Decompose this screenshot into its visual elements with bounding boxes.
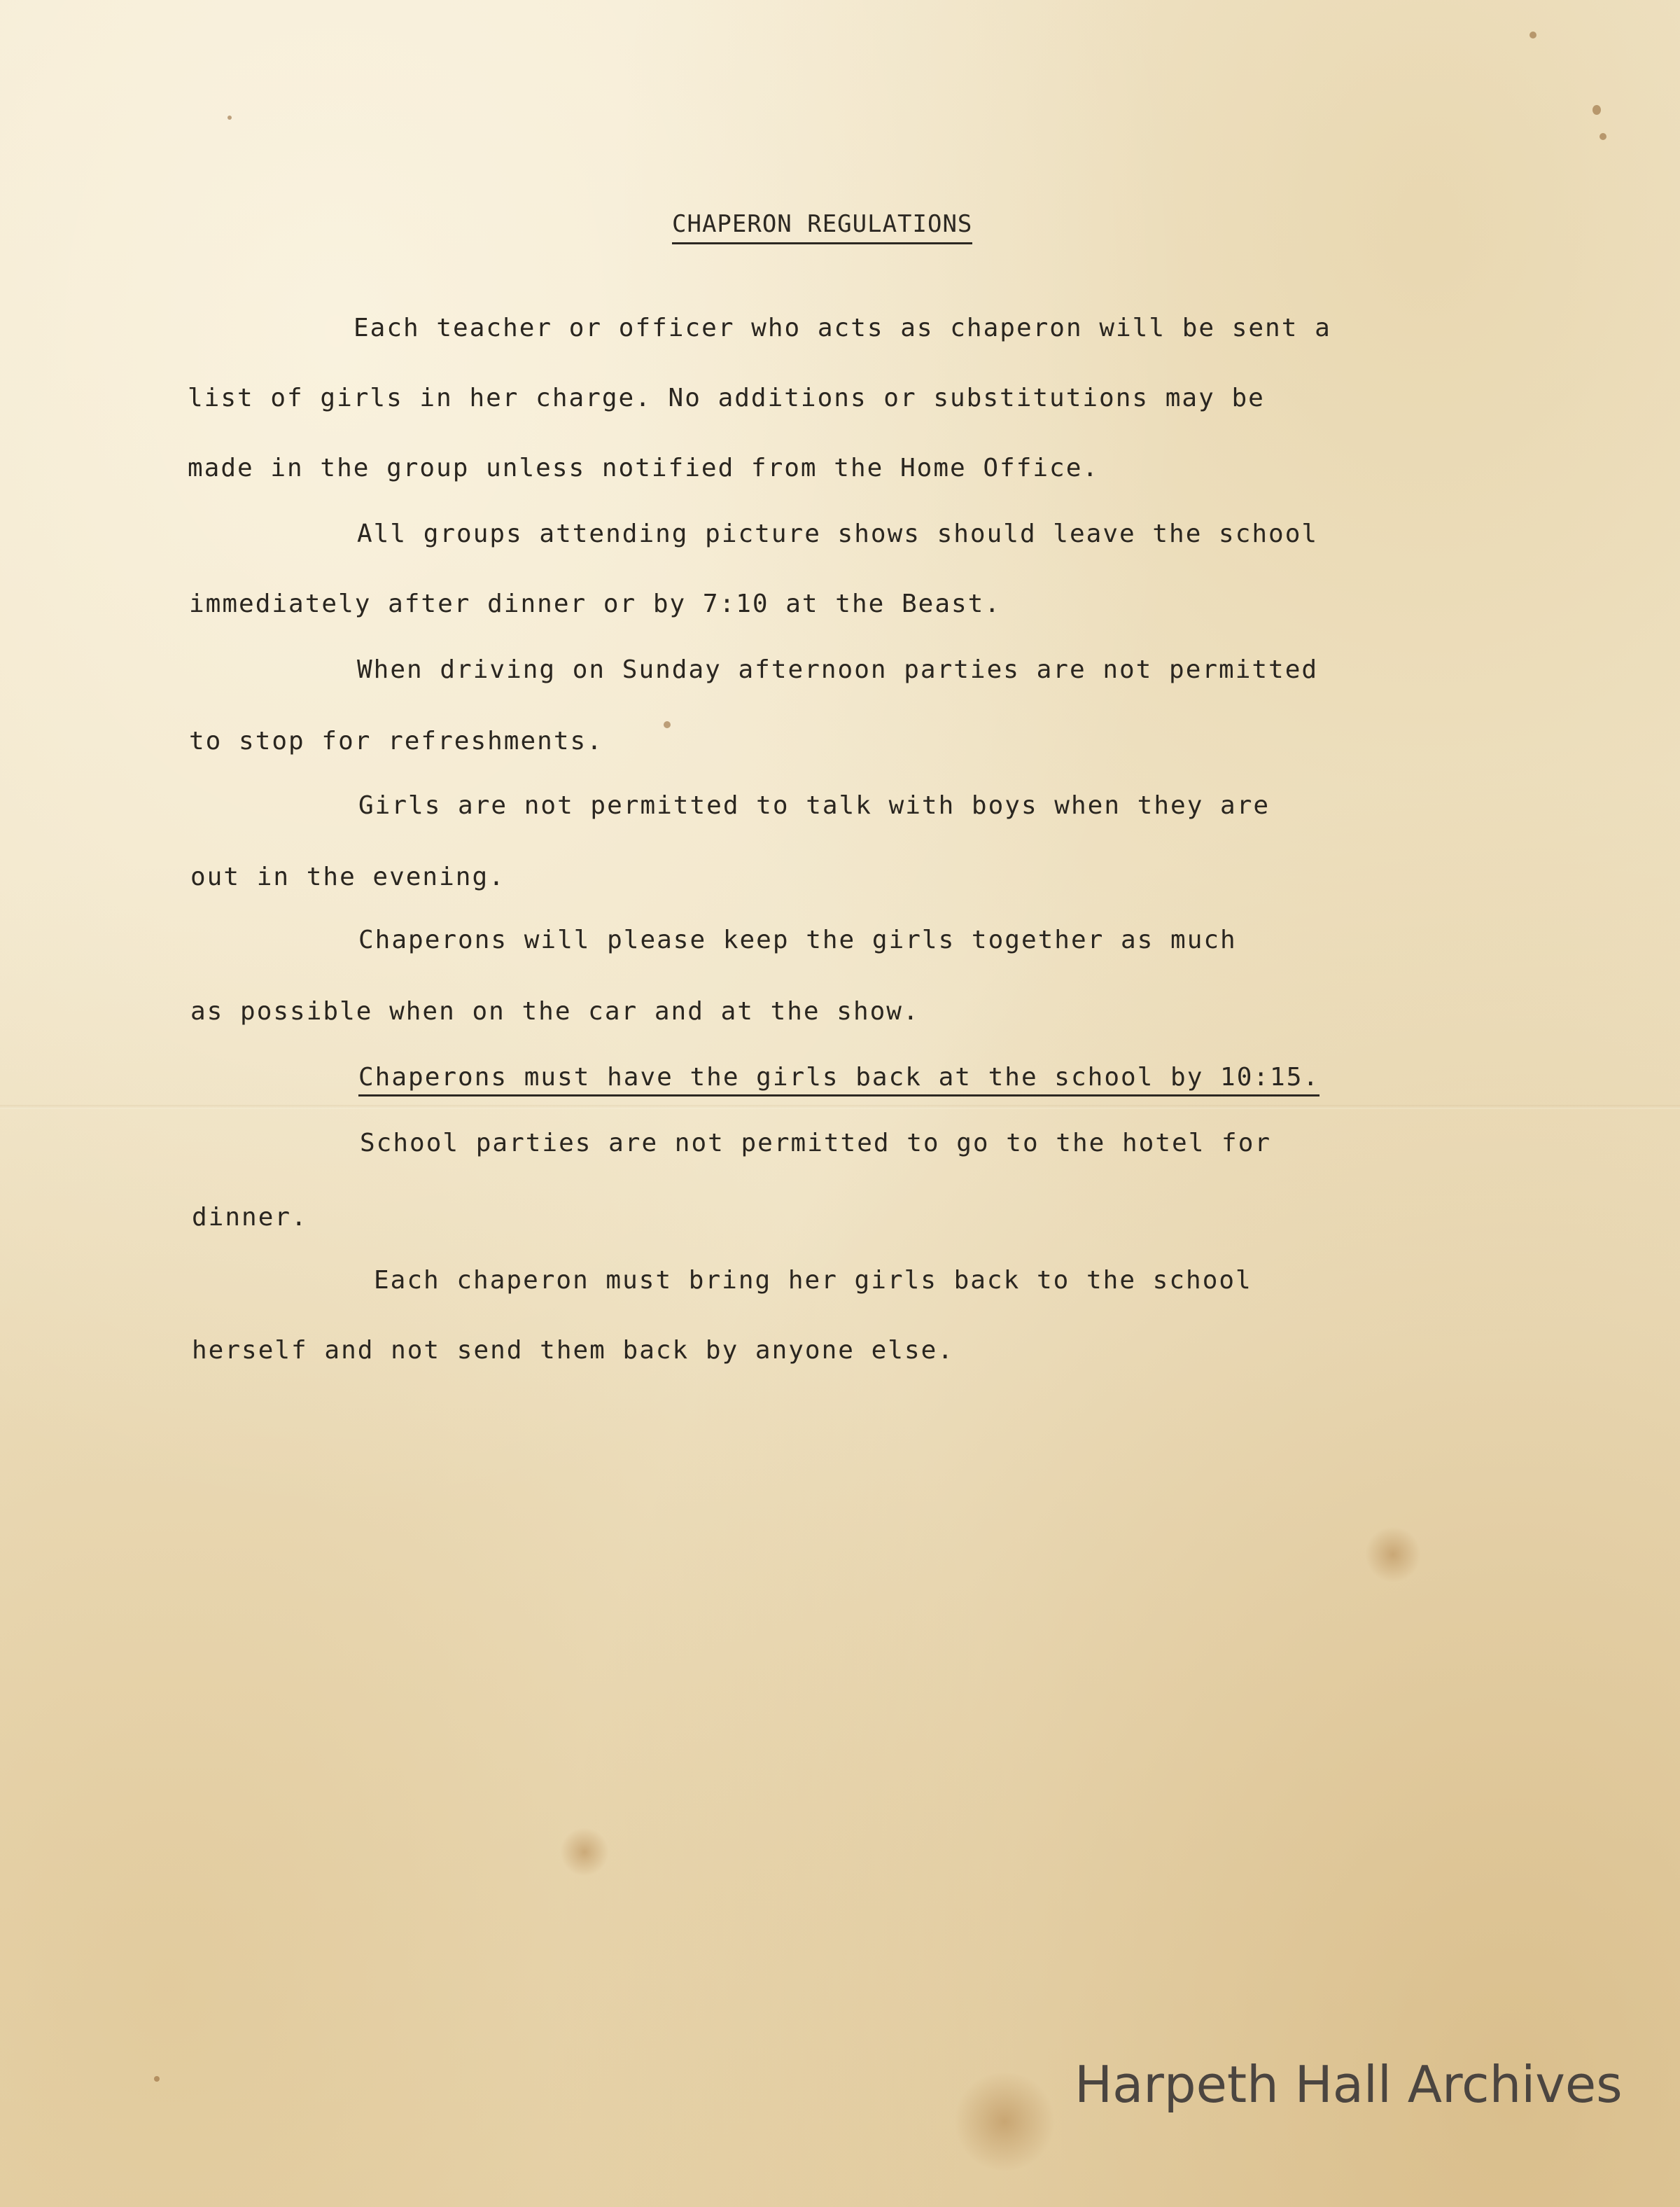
paper-stain (1365, 1526, 1421, 1582)
foxing-spot (664, 721, 671, 728)
text-line: list of girls in her charge. No additions or substitutions may be (188, 384, 1265, 412)
archive-watermark: Harpeth Hall Archives (1074, 2055, 1623, 2114)
paper-fold-crease (0, 1105, 1680, 1109)
text-line: Each chaperon must bring her girls back to the school (374, 1266, 1252, 1295)
text-line: School parties are not permitted to go to the hotel for (360, 1129, 1272, 1157)
foxing-spot (227, 116, 232, 120)
foxing-spot (154, 2076, 160, 2082)
text-line: out in the evening. (190, 863, 505, 891)
text-line: All groups attending picture shows should leave the school (357, 520, 1319, 548)
text-line: herself and not send them back by anyone else. (192, 1336, 954, 1365)
paper-stain (952, 2073, 1057, 2171)
text-line: When driving on Sunday afternoon parties are not permitted (357, 655, 1319, 684)
text-line: Girls are not permitted to talk with boys when they are (358, 791, 1270, 820)
text-line: Each teacher or officer who acts as chaperon will be sent a (354, 314, 1331, 342)
text-line: to stop for refreshments. (189, 727, 603, 756)
foxing-spot (1600, 133, 1606, 140)
text-line: immediately after dinner or by 7:10 at the Beast. (189, 590, 1002, 618)
text-line: made in the group unless notified from the Home Office. (188, 454, 1100, 482)
paper-stain (560, 1827, 609, 1877)
text-line: as possible when on the car and at the show. (190, 997, 920, 1026)
text-line: Chaperons will please keep the girls together as much (358, 926, 1237, 954)
underlined-rule-line: Chaperons must have the girls back at the school by 10:15. (358, 1063, 1320, 1096)
foxing-spot (1530, 32, 1536, 39)
foxing-spot (1592, 105, 1601, 115)
text-line: dinner. (192, 1203, 308, 1232)
document-title: CHAPERON REGULATIONS (672, 210, 972, 244)
